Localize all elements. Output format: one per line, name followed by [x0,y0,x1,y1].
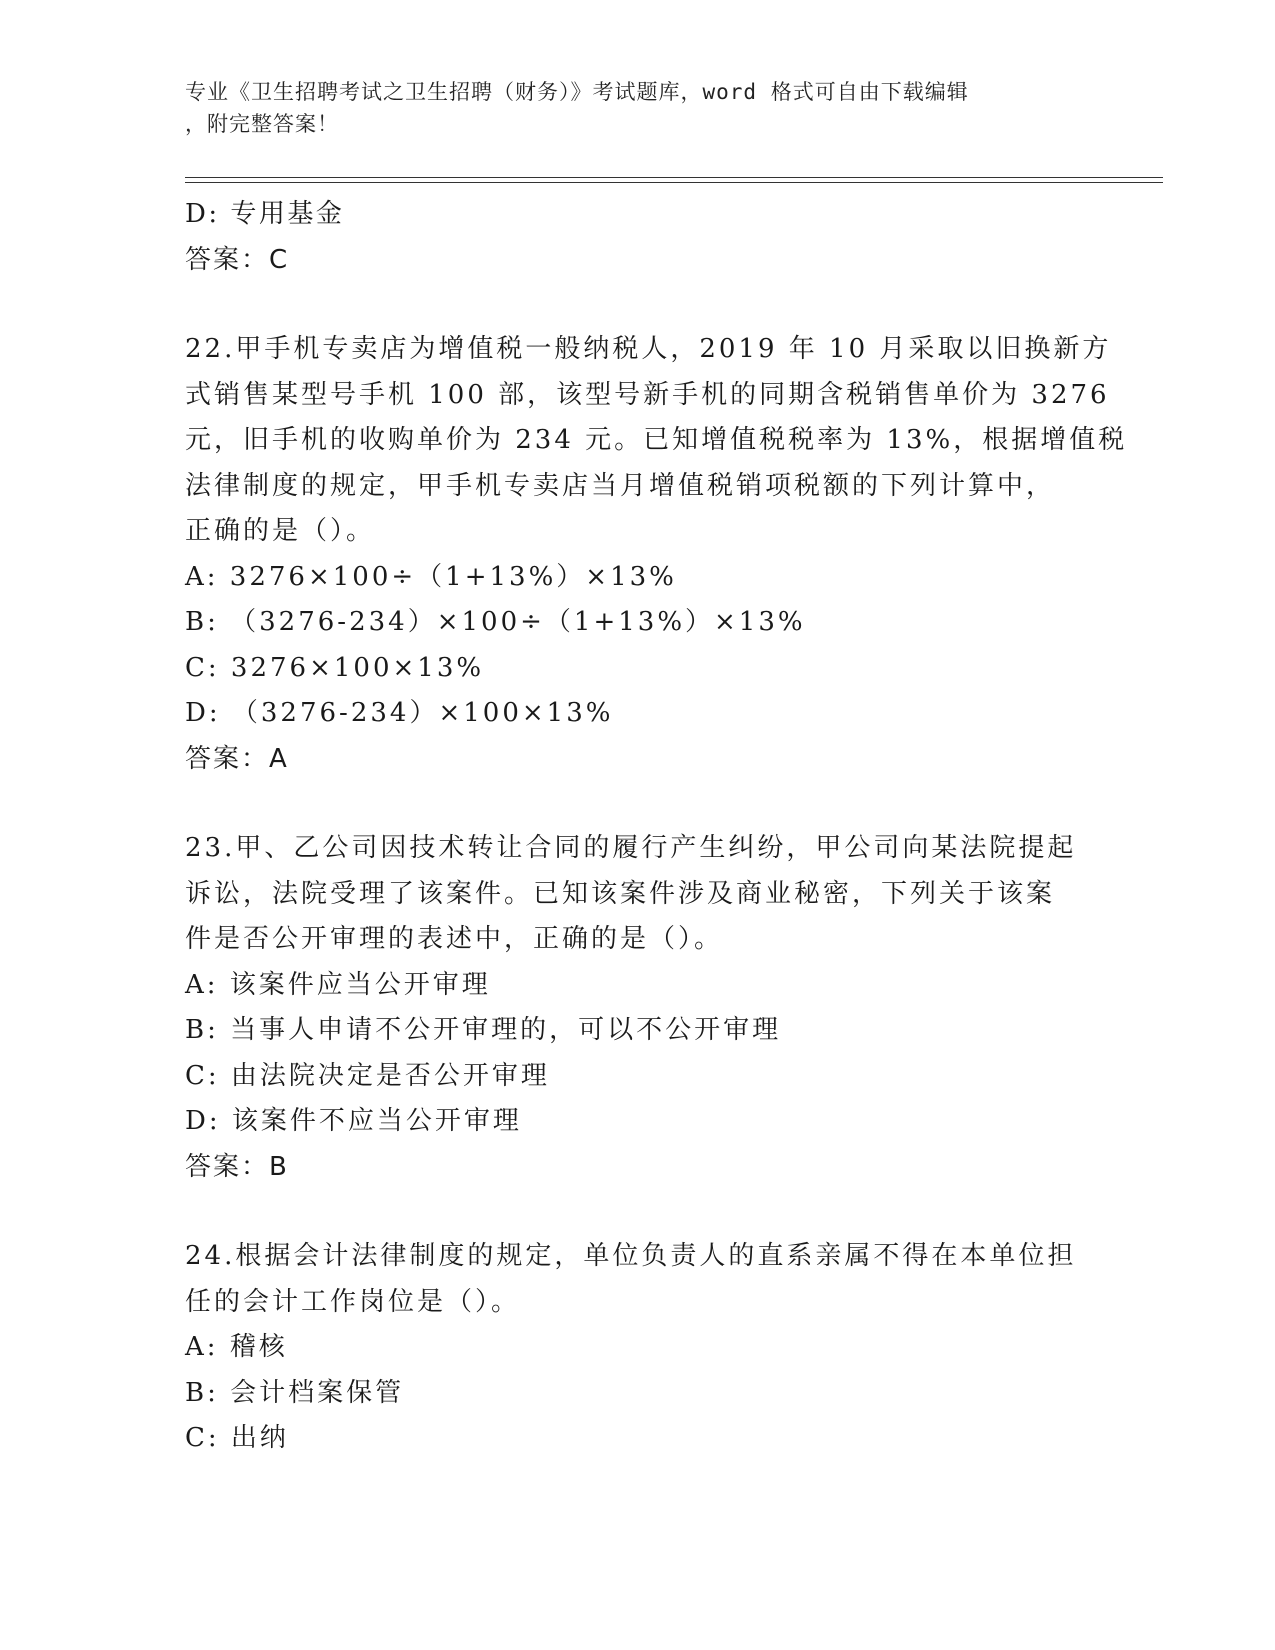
header-divider-bottom [185,182,1163,183]
header-line-1: 专业《卫生招聘考试之卫生招聘（财务）》考试题库，word 格式可自由下载编辑 [185,80,969,104]
answer-line: 答案：B [185,1151,289,1182]
header-divider-top [185,177,1163,178]
question-23 [185,826,1085,1190]
question-text-line: 22.甲手机专卖店为增值税一般纳税人，2019 年 10 月采取以旧换新方 [185,334,1112,364]
option-c: C: 3276×100×13% [185,652,485,683]
header-line-2: ，附完整答案！ [185,112,339,136]
option-b: B: 当事人申请不公开审理的，可以不公开审理 [185,1015,782,1045]
answer-line: 答案：C [185,244,290,275]
option-d: D: （3276-234）×100×13% [185,698,614,728]
question-text-line: 诉讼，法院受理了该案件。已知该案件涉及商业秘密，下列关于该案 [185,878,1056,909]
answer-line: 答案：A [185,743,289,774]
question-text-line: 元，旧手机的收购单价为 234 元。已知增值税税率为 13%，根据增值税 [185,425,1128,455]
option-a: A: 稽核 [185,1332,288,1362]
question-text-line: 法律制度的规定，甲手机专卖店当月增值税销项税额的下列计算中， [185,470,1056,501]
option-b: B: 会计档案保管 [185,1377,405,1408]
option-a: A: 3276×100÷（1+13%）×13% [185,561,677,592]
question-text-line: 任的会计工作岗位是（）。 [185,1286,521,1317]
question-text-line: 件是否公开审理的表述中，正确的是（）。 [185,924,724,954]
question-22 [185,327,1128,782]
document-body [185,192,1128,1462]
question-text-line: 23.甲、乙公司因技术转让合同的履行产生纠纷，甲公司向某法院提起 [185,833,1077,863]
option-a: A: 该案件应当公开审理 [185,969,491,1000]
question-text-line: 式销售某型号手机 100 部，该型号新手机的同期含税销售单价为 3276 [185,379,1110,410]
previous-question-tail [185,192,1085,283]
question-text-line: 正确的是（）。 [185,516,376,546]
option-c: C: 出纳 [185,1423,289,1453]
question-text-line: 24.根据会计法律制度的规定，单位负责人的直系亲属不得在本单位担 [185,1241,1077,1271]
document-header [185,76,1065,140]
question-24 [185,1234,1085,1462]
option-b: B: （3276-234）×100÷（1+13%）×13% [185,607,806,637]
option-d: D: 该案件不应当公开审理 [185,1106,522,1136]
option-d: D: 专用基金 [185,199,345,229]
option-c: C: 由法院决定是否公开审理 [185,1060,550,1091]
